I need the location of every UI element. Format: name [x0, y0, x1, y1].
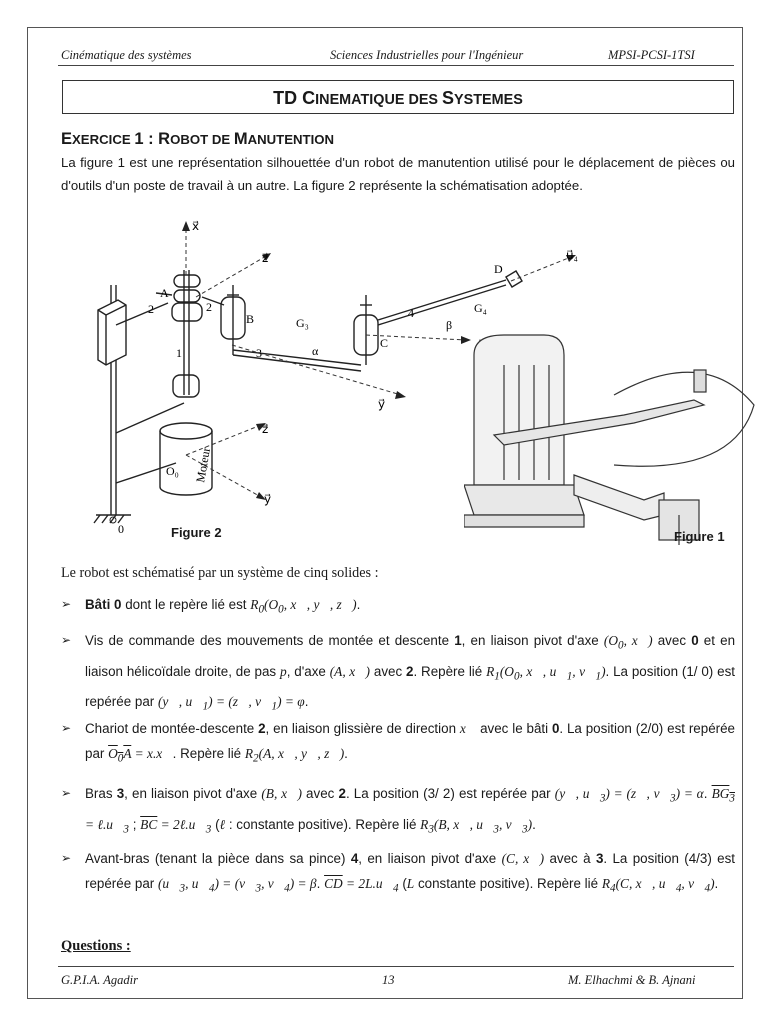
list-item-bras	[61, 781, 735, 836]
page-title: TD CINEMATIQUE DES SYSTEMES	[62, 80, 734, 114]
fig2-label-G3: G₃	[296, 316, 309, 330]
fig2-label-1: 1	[176, 346, 182, 360]
bullet-arrow-icon: ➢	[61, 721, 72, 735]
page-number: 13	[382, 973, 395, 987]
fig2-label-z-mid: z⃗	[262, 422, 269, 436]
schema-intro: Le robot est schématisé par un système de cinq solides :	[61, 565, 379, 581]
list-item-text: Chariot de montée-descente 2, en liaison glissière de direction x⃗ avec le bâti 0. La position (2/0) est repérée par $O_0A$ = x.x⃗. Repère lié $R_2(A$, x⃗, y⃗, z⃗).	[85, 721, 735, 765]
fig2-label-beta: β	[446, 318, 453, 332]
list-item-text: Avant-bras (tenant la pièce dans sa pince) 4, en liaison pivot d'axe (C, x⃗) avec à 3. La position (4/3) est repérée par ($u⃗_3$, $u⃗_4$) = ($v⃗_3$, $v⃗_4) = \beta$. $\overline{CD}$ = $2L.u⃗_4$ (L constante positive). Repère lié $R_4(C$, x⃗, $u⃗_4$, $v⃗_4$).	[85, 851, 736, 895]
bullet-arrow-icon: ➢	[61, 786, 72, 800]
fig2-label-2b: 2	[206, 300, 212, 314]
fig2-label-G4: G₄	[474, 301, 487, 315]
figure-1-caption: Figure 1	[674, 529, 725, 544]
exercise-title: EXERCICE 1 : ROBOT DE MANUTENTION	[61, 130, 335, 148]
list-item-bati	[61, 592, 735, 617]
fig2-label-B: B	[246, 312, 255, 326]
fig2-label-C: C	[380, 336, 389, 350]
list-item-text: Vis de commande des mouvements de montée et descente 1, en liaison pivot d'axe ($O_0$, x⃗) avec 0 et en liaison hélicoïdale droite, de pas p, d'axe (A, x⃗) avec 2. Repère lié $R_1(O_0$, x⃗, $u⃗_1$, $v⃗_1$). La position (1/ 0) est repérée par (y⃗, $u⃗_1$) = (z⃗, $v⃗_1) = \varphi$.	[85, 633, 736, 714]
list-item-avant-bras	[61, 846, 735, 921]
header-rule	[58, 65, 734, 66]
footer-school: G.P.I.A. Agadir	[61, 973, 138, 987]
header-class: MPSI-PCSI-1TSI	[608, 48, 695, 62]
header-course: Cinématique des systèmes	[61, 48, 192, 62]
header-subject: Sciences Industrielles pour l'Ingénieur	[330, 48, 524, 62]
list-item-text: Bâti 0 dont le repère lié est $R_0(O_0$, x⃗, y⃗, z⃗).	[85, 597, 361, 616]
list-item-chariot	[61, 716, 735, 766]
questions-heading: Questions :	[61, 938, 131, 954]
fig2-label-2a: 2	[148, 302, 154, 316]
fig2-label-u4: u⃗₄	[566, 248, 578, 262]
fig2-label-y-right: y⃗	[378, 397, 386, 411]
fig2-label-x: x⃗	[192, 219, 200, 233]
fig2-label-4: 4	[408, 306, 414, 320]
fig2-label-y-low: y⃗	[264, 492, 272, 506]
fig2-label-D: D	[494, 262, 503, 276]
fig2-label-alpha: α	[312, 344, 319, 358]
fig2-label-O0: O₀	[166, 464, 179, 478]
footer-rule	[58, 966, 734, 967]
fig2-label-moteur: Moteur	[193, 446, 214, 484]
fig2-label-A: A	[160, 286, 169, 300]
fig2-label-3: 3	[256, 346, 262, 360]
list-item-text: Bras 3, en liaison pivot d'axe (B, x⃗) avec 2. La position (3/ 2) est repérée par (y⃗, $u⃗_3$) = (z⃗, $v⃗_3) = \alpha$. $BG_3$ = $\ell.u⃗_3$ ; $\overline{BC}$ = $2\ell.u⃗_3$ (ℓ : constante positive). Repère lié $R_3(B$, x⃗, $u⃗_3$, $v⃗_3$).	[85, 786, 735, 836]
figures-area	[56, 215, 746, 560]
fig2-label-z-top: z⃗	[262, 251, 269, 265]
exercise-intro: La figure 1 est une représentation silhouettée d'un robot de manutention utilisé pour le déplacement de pièces ou d'outils d'un poste de travail à un autre. La figure 2 représente la schématisation adoptée.	[61, 155, 735, 193]
bullet-arrow-icon: ➢	[61, 633, 72, 647]
bullet-arrow-icon: ➢	[61, 597, 72, 611]
bullet-arrow-icon: ➢	[61, 851, 72, 865]
footer-authors: M. Elhachmi & B. Ajnani	[568, 973, 696, 987]
fig2-label-0: 0	[118, 522, 124, 536]
figure-2-caption: Figure 2	[171, 525, 222, 540]
list-item-vis	[61, 628, 736, 714]
figure-1-robot-silhouette	[464, 315, 764, 545]
